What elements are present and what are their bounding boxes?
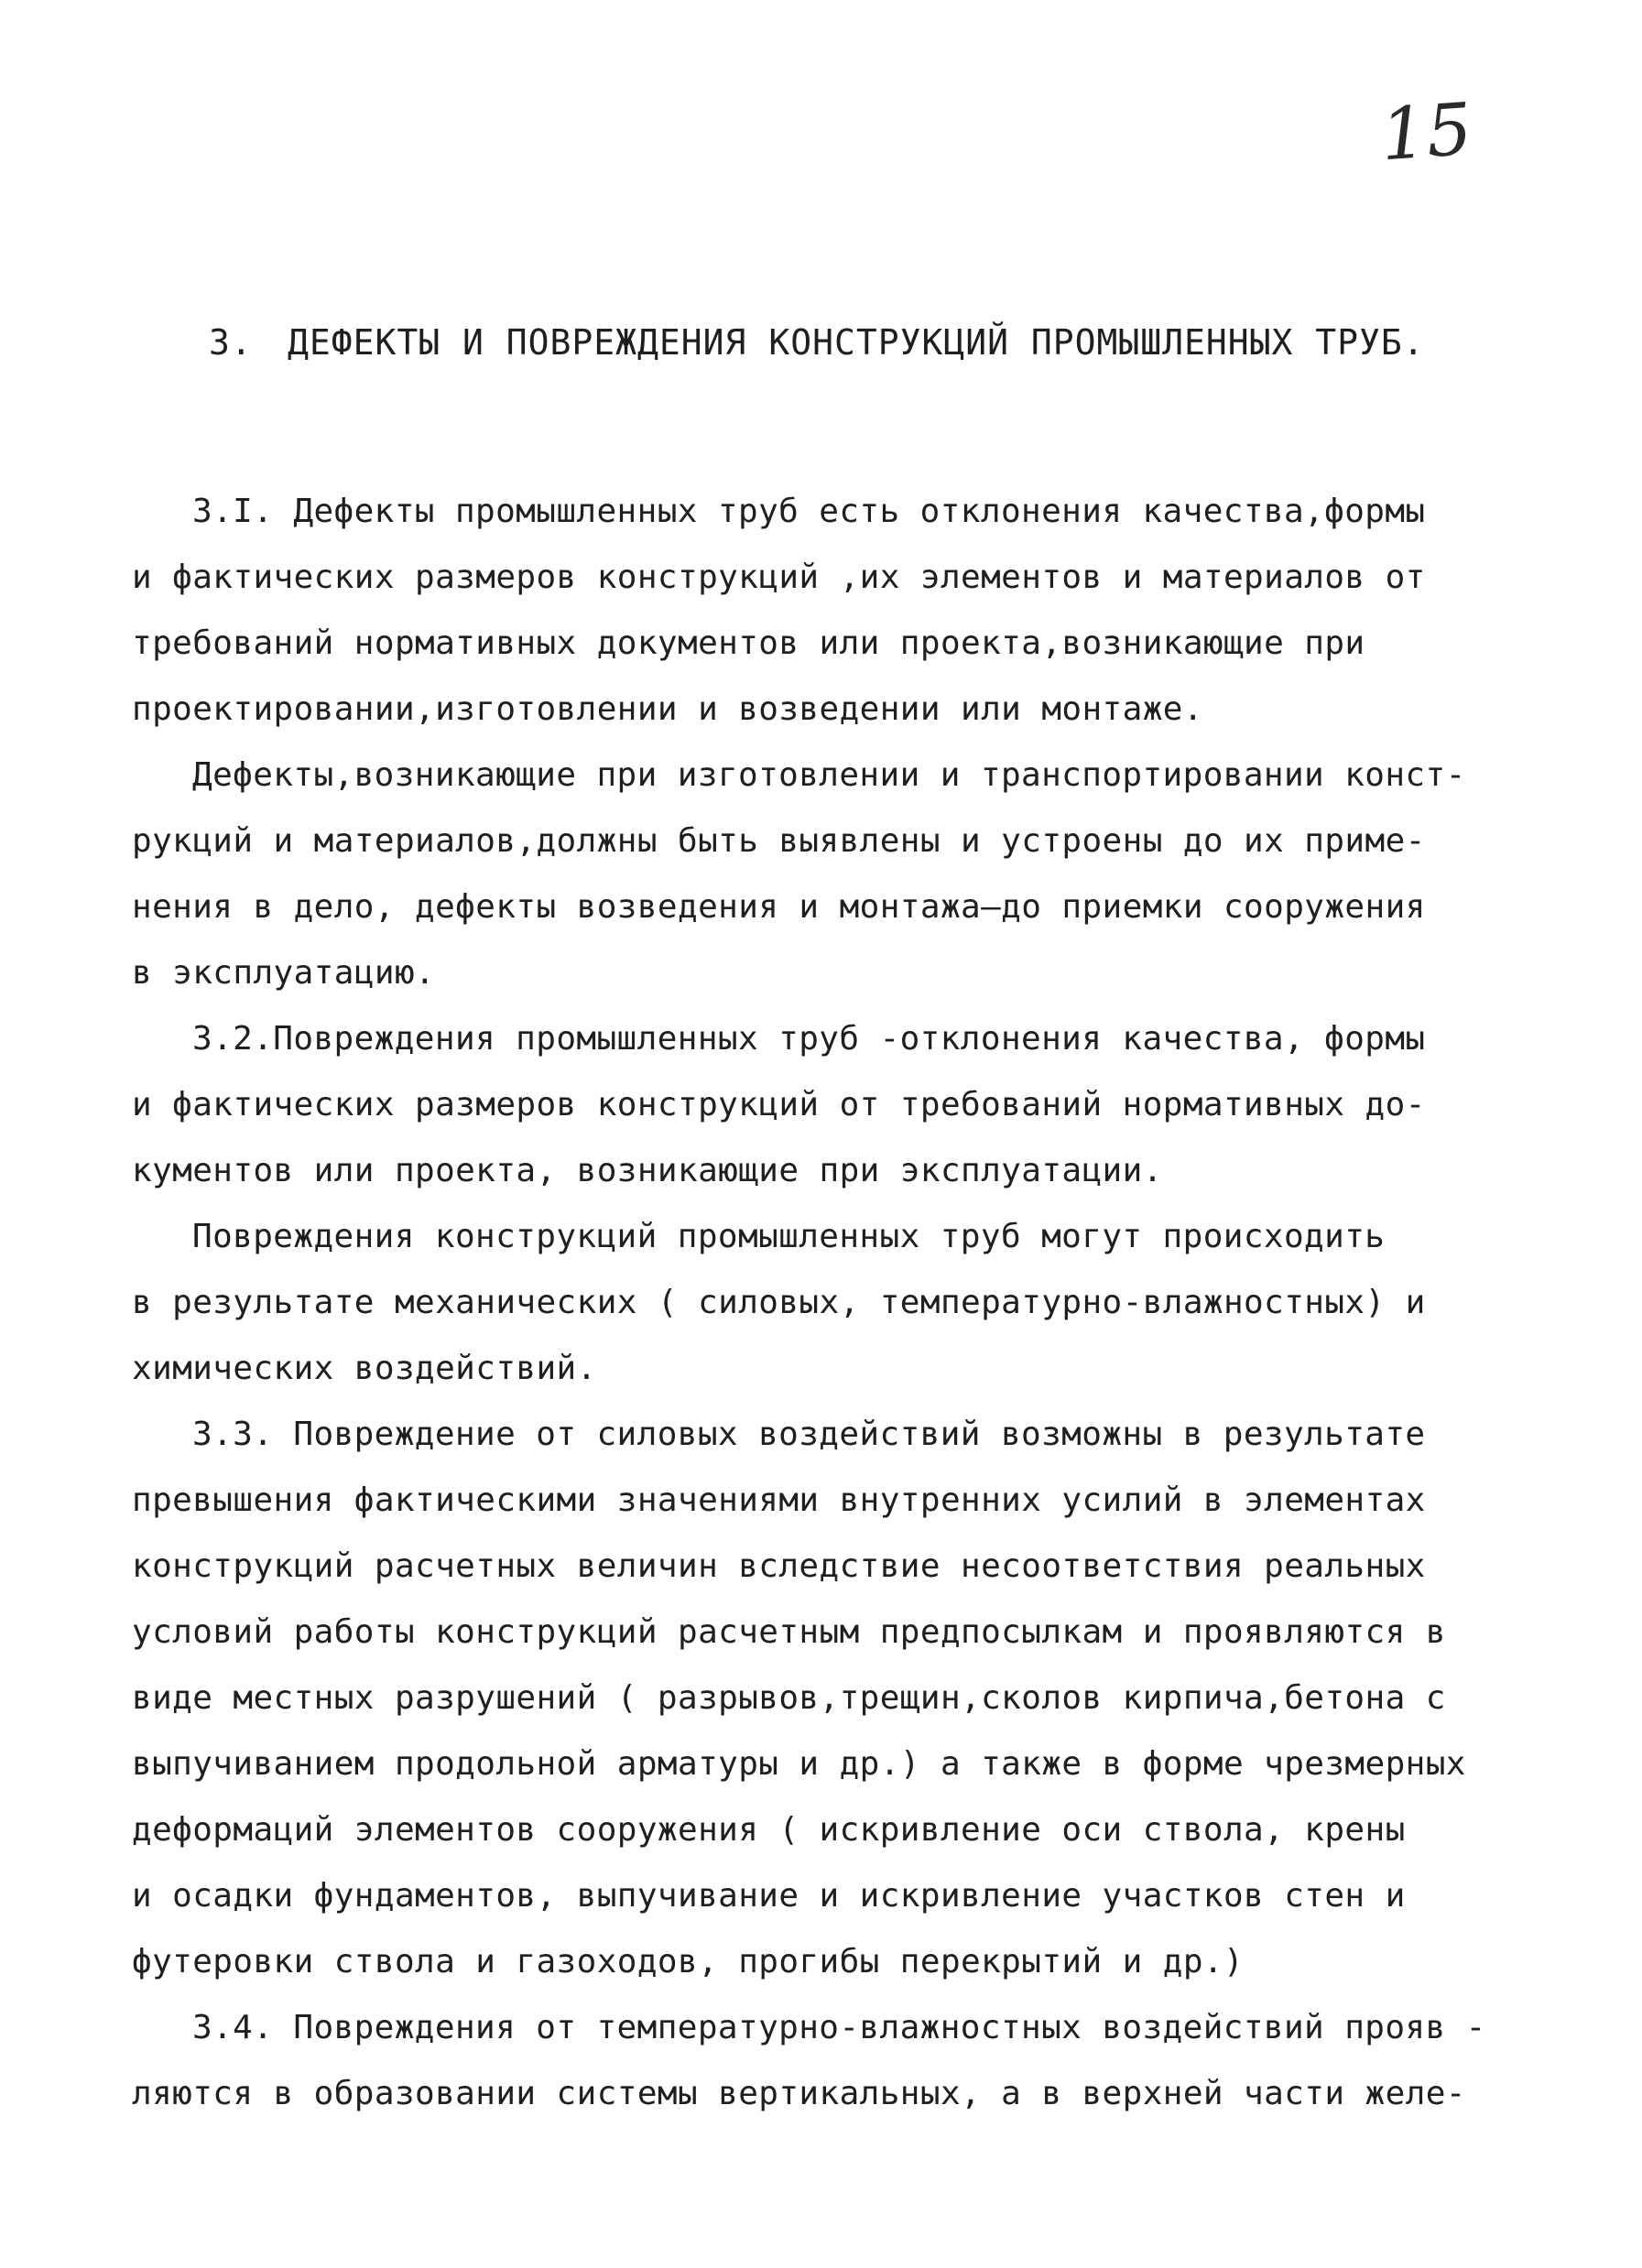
section-title: ДЕФЕКТЫ И ПОВРЕЖДЕНИЯ КОНСТРУКЦИЙ ПРОМЫШЛЕННЫХ ТРУБ. xyxy=(288,322,1425,363)
text-line: химических воздействий. xyxy=(132,1350,597,1387)
section-heading xyxy=(209,322,1425,363)
text-line: выпучиванием продольной арматуры и др.) а также в форме чрезмерных xyxy=(132,1745,1466,1783)
text-line: футеровки ствола и газоходов, прогибы перекрытий и др.) xyxy=(132,1943,1245,1980)
text-line: и фактических размеров конструкций ,их элементов и материалов от xyxy=(132,559,1426,596)
text-line: превышения фактическими значениями внутренних усилий в элементах xyxy=(132,1481,1426,1519)
text-line: условий работы конструкций расчетным предпосылкам и проявляются в xyxy=(132,1613,1446,1651)
text-line: деформаций элементов сооружения ( искривление оси ствола, крены xyxy=(132,1811,1406,1849)
text-line: в результате механических ( силовых, температурно-влажностных) и xyxy=(132,1284,1426,1321)
text-line: в эксплуатацию. xyxy=(132,954,436,992)
text-line: ляются в образовании системы вертикальных, а в верхней части желе- xyxy=(132,2075,1466,2112)
text-line: 3.4. Повреждения от температурно-влажностных воздействий прояв - xyxy=(192,2009,1486,2046)
text-line: Дефекты,возникающие при изготовлении и транспортировании конст- xyxy=(192,756,1466,794)
text-line: Повреждения конструкций промышленных труб могут происходить xyxy=(192,1218,1386,1255)
text-line: кументов или проекта, возникающие при эксплуатации. xyxy=(132,1152,1163,1189)
text-line: нения в дело, дефекты возведения и монтажа—до приемки сооружения xyxy=(132,888,1426,926)
text-line: 3.I. Дефекты промышленных труб есть отклонения качества,формы xyxy=(192,493,1426,530)
text-line: 3.2.Повреждения промышленных труб -отклонения качества, формы xyxy=(192,1020,1426,1058)
text-line: виде местных разрушений ( разрывов,трещин,сколов кирпича,бетона с xyxy=(132,1679,1446,1717)
text-line: 3.3. Повреждение от силовых воздействий возможны в результате xyxy=(192,1416,1426,1453)
text-line: проектировании,изготовлении и возведении или монтаже. xyxy=(132,690,1203,728)
text-line: конструкций расчетных величин вследствие несоответствия реальных xyxy=(132,1547,1426,1585)
text-line: и фактических размеров конструкций от требований нормативных до- xyxy=(132,1086,1426,1123)
page-number: 15 xyxy=(1377,88,1475,178)
section-number: 3. xyxy=(209,322,253,363)
text-line: и осадки фундаментов, выпучивание и искривление участков стен и xyxy=(132,1877,1406,1915)
text-line: рукций и материалов,должны быть выявлены и устроены до их приме- xyxy=(132,822,1426,860)
text-line: требований нормативных документов или проекта,возникающие при xyxy=(132,624,1365,662)
